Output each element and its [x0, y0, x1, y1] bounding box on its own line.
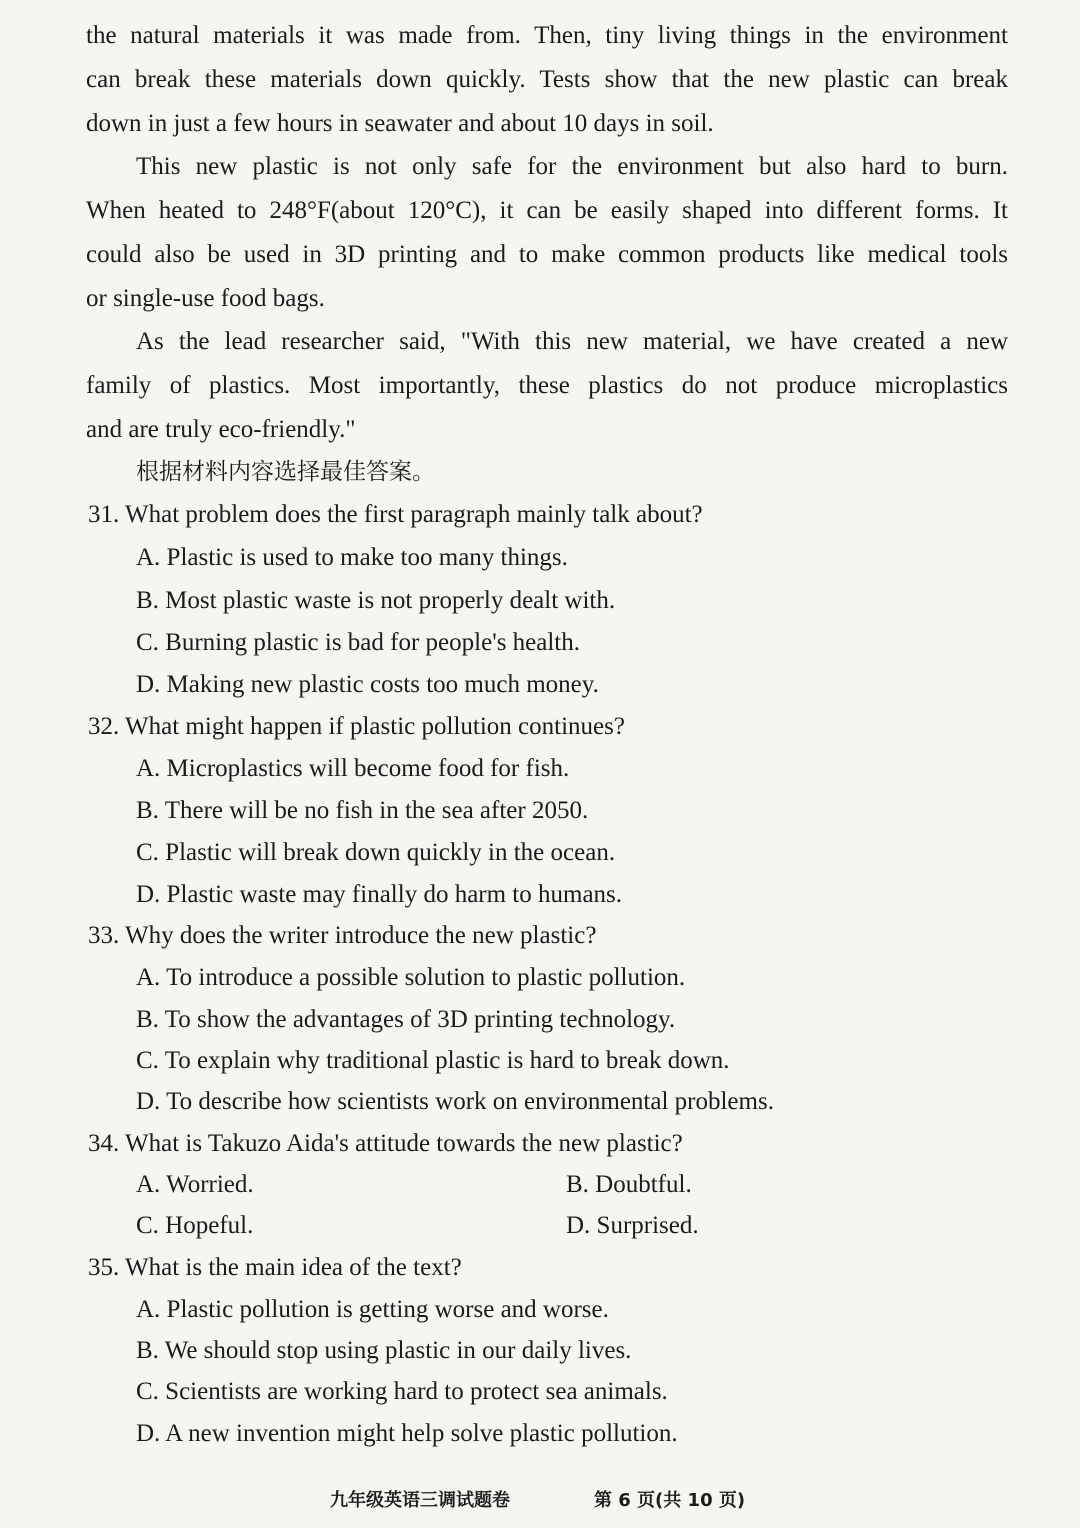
passage-line: and are truly eco-friendly.": [86, 416, 356, 443]
question-stem: 32. What might happen if plastic pollution continues?: [88, 713, 625, 740]
answer-option: C. Burning plastic is bad for people's health.: [136, 629, 581, 656]
answer-option: A. Plastic is used to make too many things.: [136, 544, 568, 571]
answer-option: B. To show the advantages of 3D printing technology.: [136, 1006, 676, 1033]
answer-option: D. Plastic waste may finally do harm to humans.: [136, 881, 623, 908]
answer-option: A. Microplastics will become food for fish.: [136, 755, 570, 782]
question-stem: 34. What is Takuzo Aida's attitude towards the new plastic?: [88, 1130, 683, 1157]
answer-option: C. Scientists are working hard to protect sea animals.: [136, 1378, 668, 1405]
answer-option: C. Hopeful.: [136, 1212, 254, 1239]
passage-line: As the lead researcher said, "With this new material, we have created a new: [136, 328, 1008, 355]
answer-option: D. To describe how scientists work on environmental problems.: [136, 1088, 774, 1115]
answer-option: D. Making new plastic costs too much money.: [136, 671, 599, 698]
answer-option: B. There will be no fish in the sea after 2050.: [136, 797, 589, 824]
answer-option: D. Surprised.: [566, 1212, 699, 1239]
answer-option: D. A new invention might help solve plastic pollution.: [136, 1420, 678, 1447]
answer-option: C. To explain why traditional plastic is hard to break down.: [136, 1047, 730, 1074]
instruction: 根据材料内容选择最佳答案。: [136, 459, 435, 485]
footer-page-number: 第 6 页(共 10 页): [594, 1490, 746, 1511]
answer-option: C. Plastic will break down quickly in the ocean.: [136, 839, 616, 866]
question-stem: 33. Why does the writer introduce the new plastic?: [88, 922, 597, 949]
passage-line: down in just a few hours in seawater and about 10 days in soil.: [86, 110, 714, 137]
answer-option: B. We should stop using plastic in our daily lives.: [136, 1337, 632, 1364]
answer-option: B. Doubtful.: [566, 1171, 692, 1198]
footer-title: 九年级英语三调试题卷: [330, 1490, 510, 1511]
answer-option: A. To introduce a possible solution to plastic pollution.: [136, 964, 686, 991]
passage-line: family of plastics. Most importantly, these plastics do not produce microplastics: [86, 372, 1008, 399]
answer-option: A. Worried.: [136, 1171, 254, 1198]
question-stem: 31. What problem does the first paragraph mainly talk about?: [88, 501, 703, 528]
question-stem: 35. What is the main idea of the text?: [88, 1254, 462, 1281]
answer-option: B. Most plastic waste is not properly dealt with.: [136, 587, 616, 614]
answer-option: A. Plastic pollution is getting worse and worse.: [136, 1296, 609, 1323]
passage-line: can break these materials down quickly. Tests show that the new plastic can break: [86, 66, 1008, 93]
passage-line: or single-use food bags.: [86, 285, 325, 312]
passage-line: When heated to 248°F(about 120°C), it can be easily shaped into different forms. It: [86, 197, 1008, 224]
passage-line: This new plastic is not only safe for the environment but also hard to burn.: [136, 153, 1008, 180]
passage-line: the natural materials it was made from. Then, tiny living things in the environment: [86, 22, 1008, 49]
passage-line: could also be used in 3D printing and to make common products like medical tools: [86, 241, 1008, 268]
